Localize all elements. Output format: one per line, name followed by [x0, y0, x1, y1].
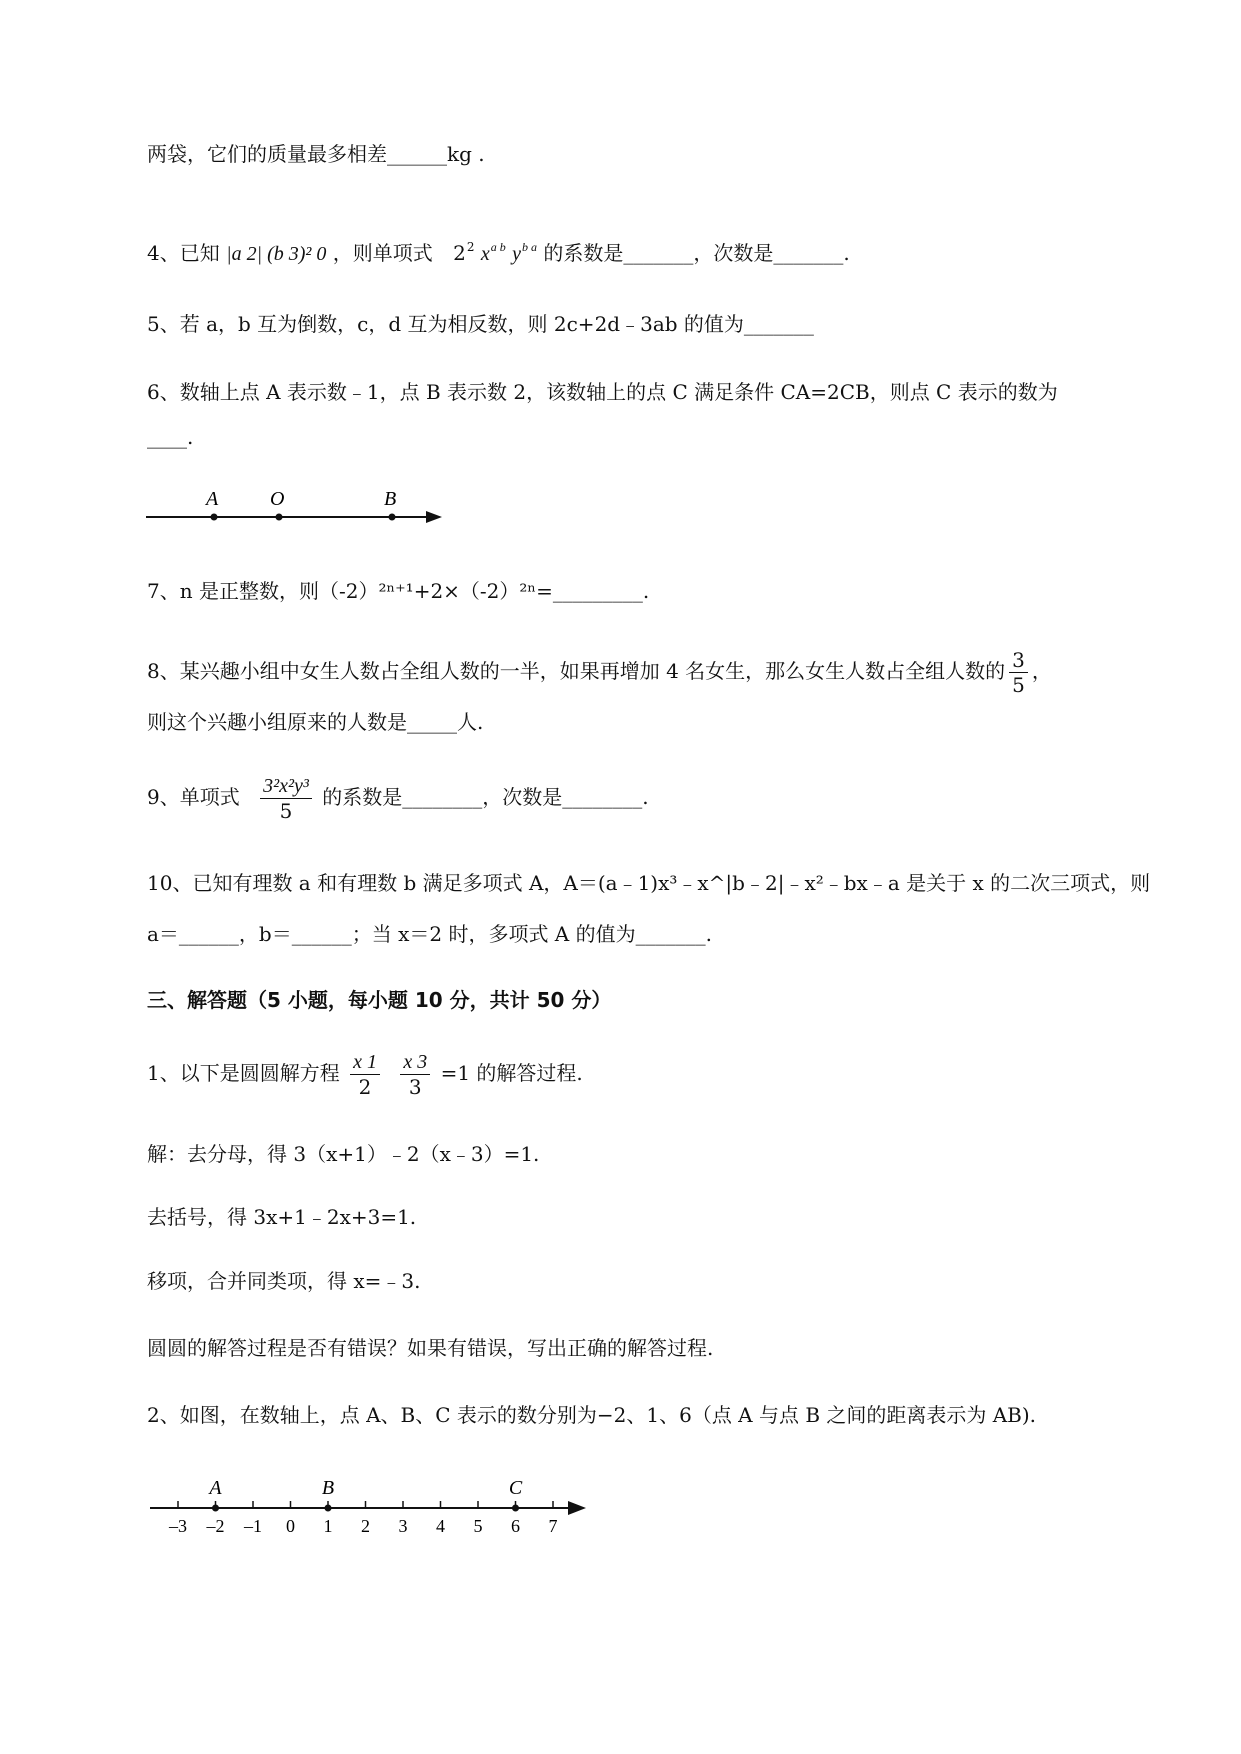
problem-3-continuation: 两袋，它们的质量最多相差______kg .	[147, 142, 485, 166]
problem-6-line2: ____.	[147, 425, 194, 449]
axis-tick-label: 0	[286, 1516, 295, 1536]
point-b-dot	[389, 514, 396, 521]
question-1-step-1: 解：去分母，得 3（x+1）﹣2（x﹣3）=1.	[147, 1142, 540, 1166]
problem-8-line1: 8、某兴趣小组中女生人数占全组人数的一半，如果再增加 4 名女生，那么女生人数占全组人数的 $\frac{3}{5}$ ，	[147, 648, 1052, 697]
axis-arrow	[568, 1501, 586, 1515]
problem-6-line1: 6、数轴上点 A 表示数﹣1，点 B 表示数 2，该数轴上的点 C 满足条件 CA=2CB，则点 C 表示的数为	[147, 380, 1058, 404]
problem-9-suffix: 的系数是________，次数是________.	[322, 785, 649, 809]
point-a-label: A	[209, 1477, 222, 1499]
problem-4-condition: |a 2| (b 3)² 0	[226, 243, 327, 265]
problem-8-text: 8、某兴趣小组中女生人数占全组人数的一半，如果再增加 4 名女生，那么女生人数占全组人数的	[147, 659, 1006, 683]
point-o-label: O	[270, 488, 285, 510]
question-1-prefix: 1、以下是圆圆解方程	[147, 1061, 340, 1085]
axis-tick-label: 1	[323, 1516, 333, 1536]
question-1-step-2: 去括号，得 3x+1﹣2x+3=1.	[147, 1205, 417, 1229]
point-c-dot	[512, 1505, 519, 1512]
problem-9-monomial-fraction: $\frac{\text{3²x²y³}}{5}$	[260, 774, 312, 823]
question-1-question: 圆圆的解答过程是否有错误？如果有错误，写出正确的解答过程.	[147, 1336, 714, 1360]
problem-4-suffix: 的系数是_______，次数是_______.	[543, 241, 850, 265]
fraction-x-plus-1-over-2: $\frac{x 1}{2}$	[350, 1050, 380, 1099]
problem-5: 5、若 a，b 互为倒数，c，d 互为相反数，则 2c+2d﹣3ab 的值为_______	[147, 312, 814, 336]
question-1	[147, 1050, 583, 1099]
section-3-title: 三、解答题（5 小题，每小题 10 分，共计 50 分）	[147, 988, 612, 1012]
point-b-label: B	[321, 1477, 335, 1499]
fraction-x-minus-3-over-3: $\frac{x 3}{3}$	[400, 1050, 430, 1099]
point-a-dot	[212, 1505, 219, 1512]
point-o-dot	[276, 514, 283, 521]
axis-tick-label: 7	[548, 1516, 558, 1536]
point-b-dot	[325, 1505, 332, 1512]
axis-tick-label: 6	[511, 1516, 520, 1536]
axis-tick-label: 2	[361, 1516, 370, 1536]
fraction-three-fifths: $\frac{3}{5}$	[1009, 648, 1028, 697]
problem-8-line2: 则这个兴趣小组原来的人数是_____人.	[147, 710, 484, 734]
axis-tick-label: 3	[398, 1516, 408, 1536]
axis-tick-label: –2	[206, 1516, 225, 1536]
axis-tick-label: –3	[169, 1516, 187, 1536]
problem-4-monomial: $2^2$ $x^{a b}$ $y^{b a}$	[453, 240, 537, 265]
axis-tick-label: 4	[436, 1516, 445, 1536]
problem-7: 7、n 是正整数，则（-2）²ⁿ⁺¹+2×（-2）²ⁿ=_________.	[147, 579, 650, 603]
problem-4-mid: ，则单项式	[332, 241, 433, 265]
problem-10-line2: a＝______，b＝______；当 x＝2 时，多项式 A 的值为_______.	[147, 922, 712, 946]
question-1-suffix: =1 的解答过程.	[440, 1061, 583, 1085]
point-a-label: A	[206, 488, 219, 510]
axis-tick-label: 5	[473, 1516, 483, 1536]
problem-10-line1: 10、已知有理数 a 和有理数 b 满足多项式 A，A＝(a﹣1)x³﹣x^|b﹣2|﹣x²﹣bx﹣a 是关于 x 的二次三项式，则	[147, 871, 1151, 895]
question-2-number-line	[140, 1468, 600, 1548]
problem-9	[147, 774, 649, 823]
question-2: 2、如图，在数轴上，点 A、B、C 表示的数分别为−2、1、6（点 A 与点 B 之间的距离表示为 AB).	[147, 1403, 1037, 1427]
axis-arrow	[426, 511, 442, 523]
point-c-label: C	[508, 1477, 523, 1499]
problem-4-prefix: 4、已知	[147, 241, 220, 265]
axis-tick-label: –1	[244, 1516, 262, 1536]
question-1-step-3: 移项，合并同类项，得 x=﹣3.	[147, 1269, 421, 1293]
problem-6-number-line	[140, 485, 460, 535]
problem-4	[147, 233, 850, 268]
point-a-dot	[211, 514, 218, 521]
point-b-label: B	[384, 488, 397, 510]
problem-9-prefix: 9、单项式	[147, 785, 240, 809]
